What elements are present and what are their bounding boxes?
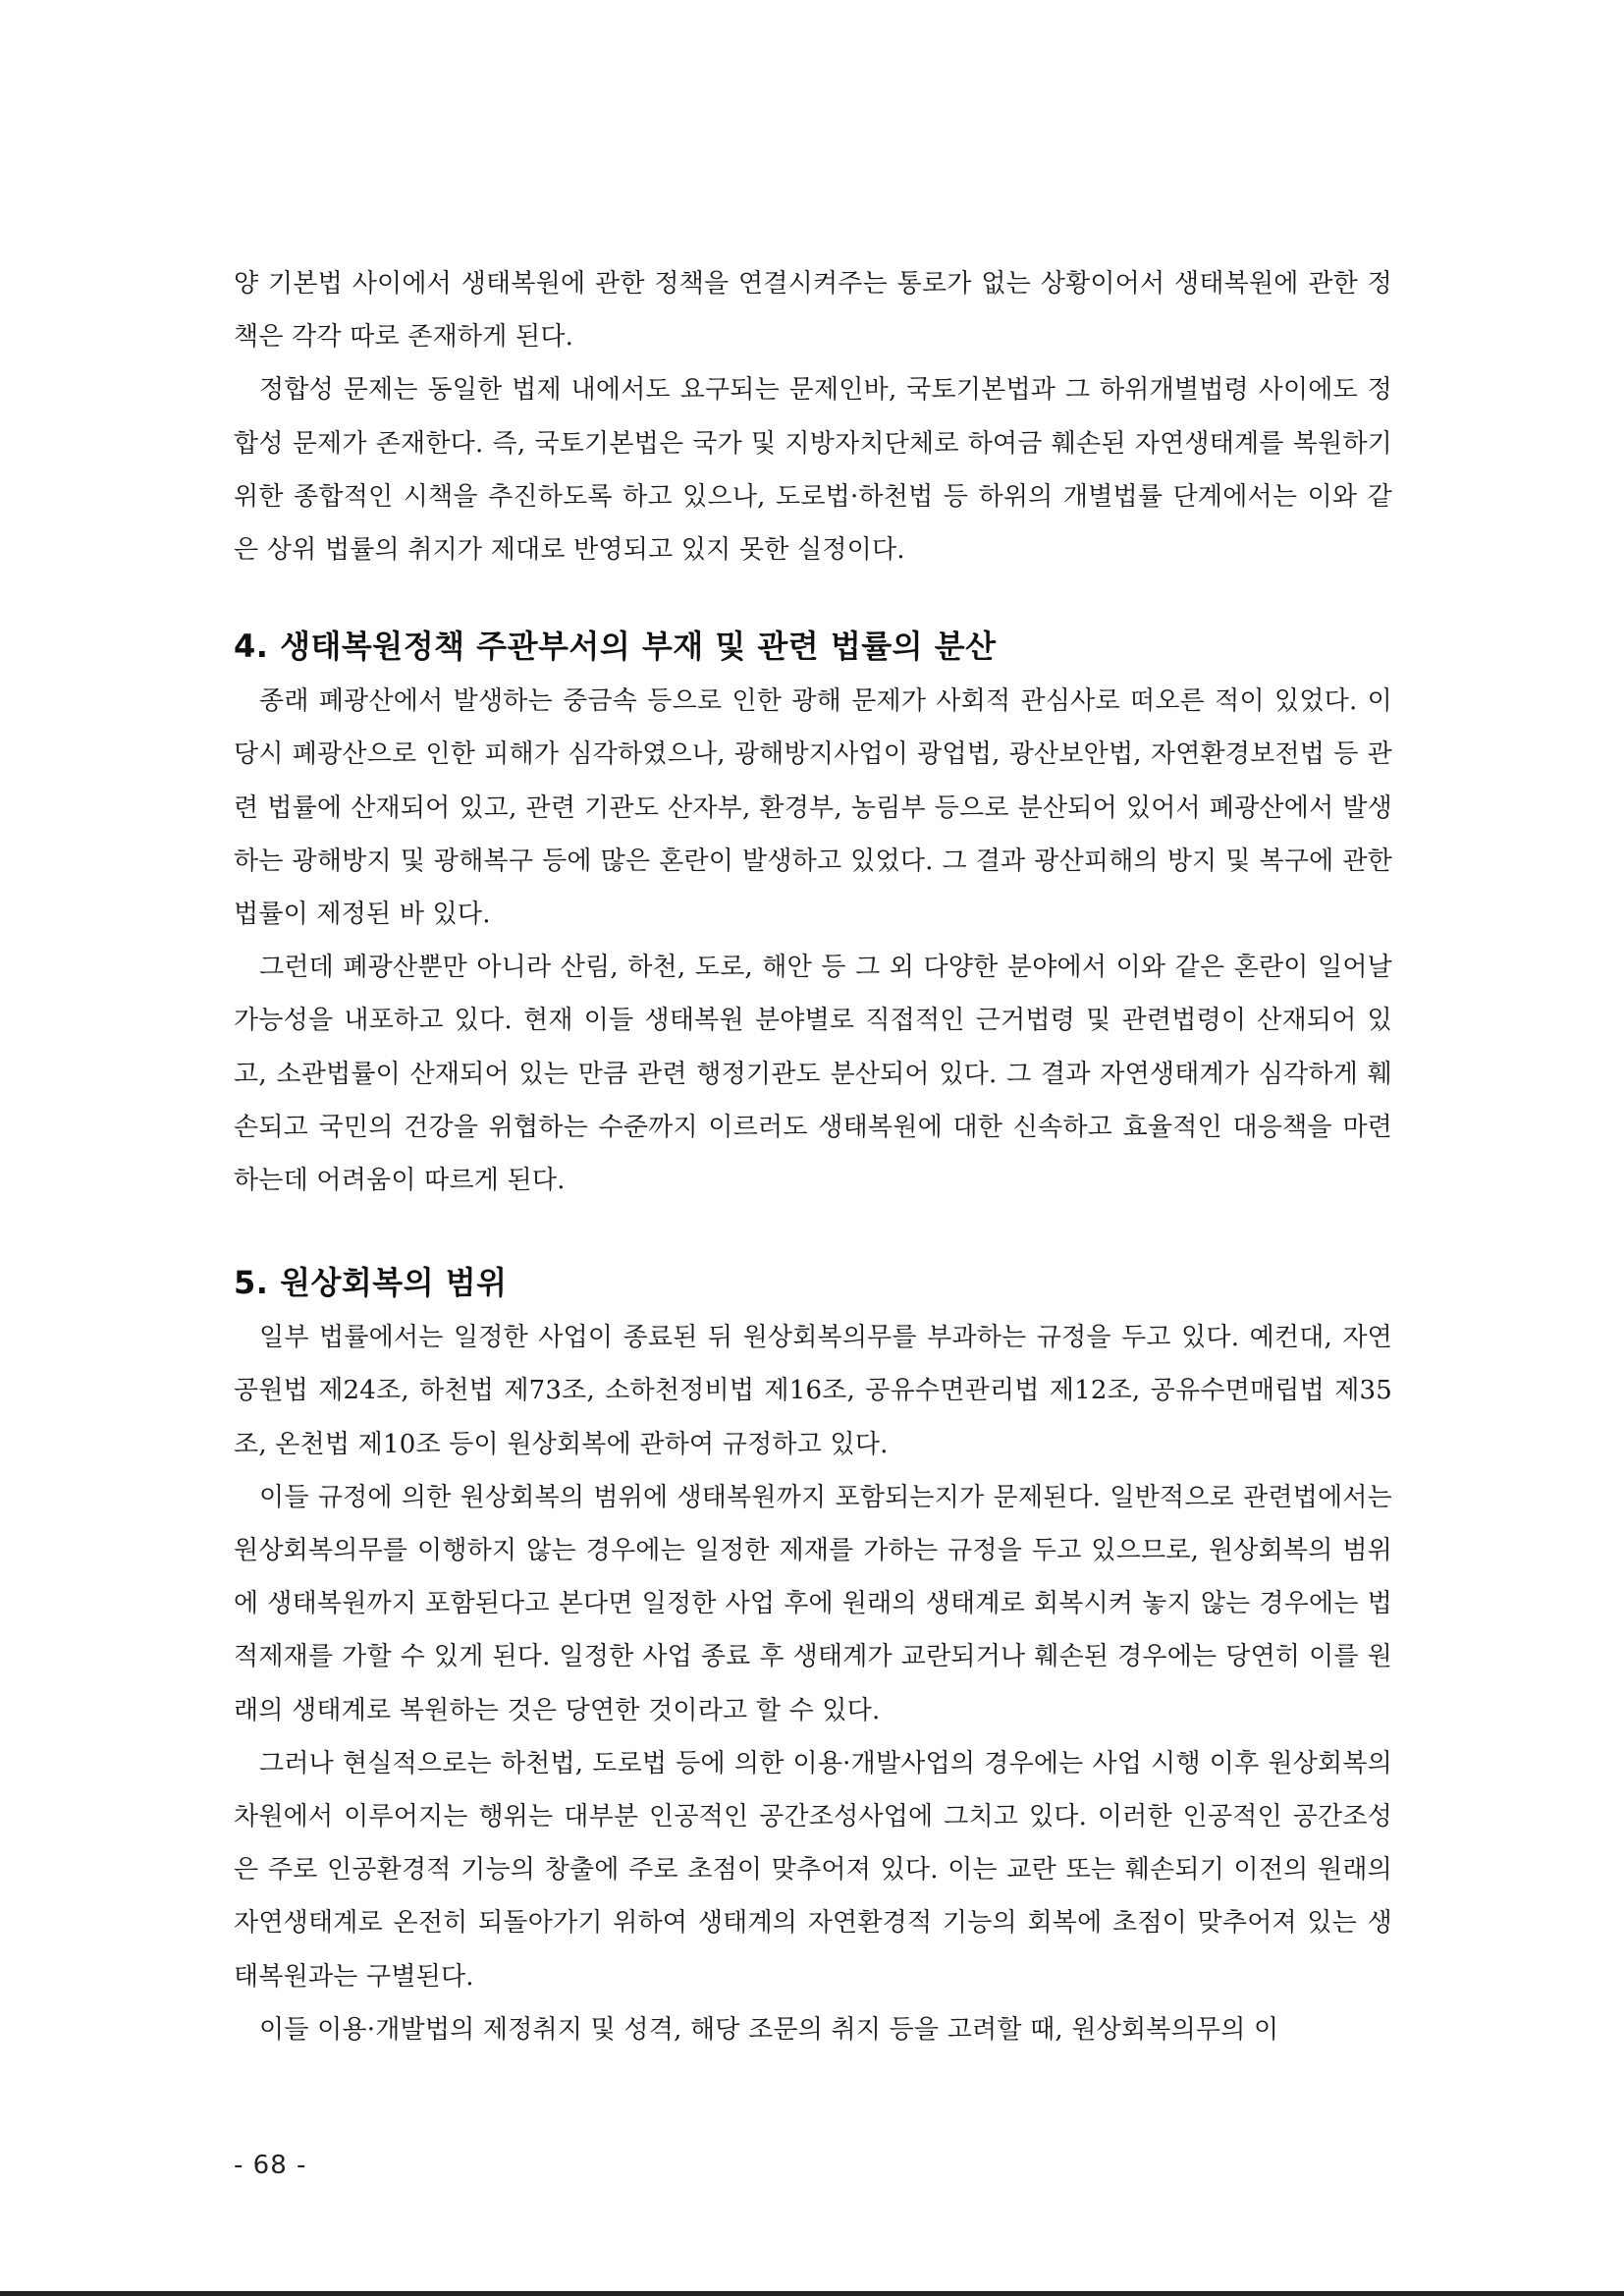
page-number: - 68 - — [234, 2151, 307, 2180]
section-4-heading: 4. 생태복원정책 주관부서의 부재 및 관련 법률의 분산 — [234, 628, 997, 666]
section-4-paragraph-1: 종래 폐광산에서 발생하는 중금속 등으로 인한 광해 문제가 사회적 관심사로 떠오른 적이 있었다. 이 당시 폐광산으로 인한 피해가 심각하였으나, 광해방지사업이 광업법, 광산보안법, 자연환경보전법 등 관련 법률에 산재되어 있고, 관련 기관도 산자부, 환경부, 농림부 등으로 분산되어 있어서 폐광산에서 발생하는 광해방지 및 광해복구 등에 많은 혼란이 발생하고 있었다. 그 결과 광산피해의 방지 및 복구에 관한 법률이 제정된 바 있다. — [234, 686, 1392, 930]
section-5-heading: 5. 원상회복의 범위 — [234, 1264, 508, 1302]
paragraph-intro-2: 정합성 문제는 동일한 법제 내에서도 요구되는 문제인바, 국토기본법과 그 하위개별법령 사이에도 정합성 문제가 존재한다. 즉, 국토기본법은 국가 및 지방자치단체로 하여금 훼손된 자연생태계를 복원하기 위한 종합적인 시책을 추진하도록 하고 있으나, 도로법·하천법 등 하위의 개별법률 단계에서는 이와 같은 상위 법률의 취지가 제대로 반영되고 있지 못한 실정이다. — [234, 375, 1392, 566]
bottom-border — [0, 2291, 1624, 2296]
section-5-paragraph-1: 일부 법률에서는 일정한 사업이 종료된 뒤 원상회복의무를 부과하는 규정을 두고 있다. 예컨대, 자연공원법 제24조, 하천법 제73조, 소하천정비법 제16조, 공유수면관리법 제12조, 공유수면매립법 제35조, 온천법 제10조 등이 원상회복에 관하여 규정하고 있다. — [234, 1323, 1392, 1459]
section-4-paragraph-2: 그런데 폐광산뿐만 아니라 산림, 하천, 도로, 해안 등 그 외 다양한 분야에서 이와 같은 혼란이 일어날 가능성을 내포하고 있다. 현재 이들 생태복원 분야별로 직접적인 근거법령 및 관련법령이 산재되어 있고, 소관법률이 산재되어 있는 만큼 관련 행정기관도 분산되어 있다. 그 결과 자연생태계가 심각하게 훼손되고 국민의 건강을 위협하는 수준까지 이르러도 생태복원에 대한 신속하고 효율적인 대응책을 마련하는데 어려움이 따르게 된다. — [234, 953, 1392, 1196]
paragraph-intro-1: 양 기본법 사이에서 생태복원에 관한 정책을 연결시켜주는 통로가 없는 상황이어서 생태복원에 관한 정책은 각각 따로 존재하게 된다. — [234, 269, 1392, 353]
page-body — [234, 257, 1392, 2056]
section-5-paragraph-3: 그러나 현실적으로는 하천법, 도로법 등에 의한 이용·개발사업의 경우에는 사업 시행 이후 원상회복의 차원에서 이루어지는 행위는 대부분 인공적인 공간조성사업에 그치고 있다. 이러한 인공적인 공간조성은 주로 인공환경적 기능의 창출에 주로 초점이 맞추어져 있다. 이는 교란 또는 훼손되기 이전의 원래의 자연생태계로 온전히 되돌아가기 위하여 생태계의 자연환경적 기능의 회복에 초점이 맞추어져 있는 생태복원과는 구별된다. — [234, 1748, 1392, 1992]
section-5-paragraph-4: 이들 이용·개발법의 제정취지 및 성격, 해당 조문의 취지 등을 고려할 때, 원상회복의무의 이 — [259, 2014, 1279, 2045]
section-5-paragraph-2: 이들 규정에 의한 원상회복의 범위에 생태복원까지 포함되는지가 문제된다. 일반적으로 관련법에서는 원상회복의무를 이행하지 않는 경우에는 일정한 제재를 가하는 규정을 두고 있으므로, 원상회복의 범위에 생태복원까지 포함된다고 본다면 일정한 사업 후에 원래의 생태계로 회복시켜 놓지 않는 경우에는 법적제재를 가할 수 있게 된다. 일정한 사업 종료 후 생태계가 교란되거나 훼손된 경우에는 당연히 이를 원래의 생태계로 복원하는 것은 당연한 것이라고 할 수 있다. — [234, 1482, 1392, 1725]
